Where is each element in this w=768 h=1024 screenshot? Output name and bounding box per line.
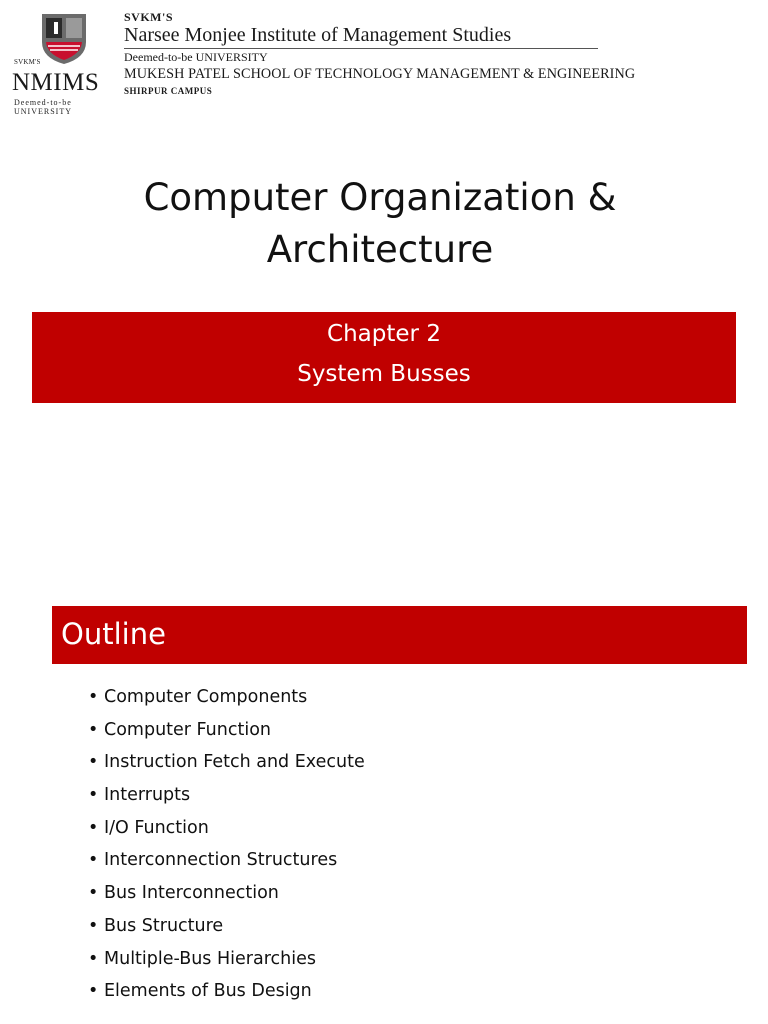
list-item — [88, 944, 365, 977]
list-item-label: Computer Components — [104, 687, 308, 707]
list-item — [88, 911, 365, 944]
bullet-icon: • — [88, 948, 99, 969]
institution-header — [0, 0, 768, 118]
list-item — [88, 747, 365, 780]
list-item — [88, 682, 365, 715]
list-item-label: Interconnection Structures — [104, 850, 338, 871]
list-item-label: Bus Structure — [104, 915, 224, 936]
nmims-emblem-icon — [38, 12, 90, 66]
outline-heading: Outline — [61, 617, 166, 651]
svkm-label: SVKM'S — [124, 10, 174, 24]
nmims-logo — [10, 10, 122, 116]
deemed-university-label: Deemed-to-be UNIVERSITY — [124, 50, 268, 64]
list-item — [88, 715, 365, 748]
list-item-label: Multiple-Bus Hierarchies — [104, 948, 316, 969]
chapter-banner — [32, 312, 736, 403]
institute-name: Narsee Monjee Institute of Management Studies — [124, 24, 512, 46]
list-item — [88, 976, 365, 1009]
institute-block — [124, 10, 511, 46]
bullet-icon: • — [88, 915, 99, 936]
chapter-number: Chapter 2 — [327, 321, 441, 347]
slide-title-line1: Computer Organization & — [143, 176, 617, 219]
list-item — [88, 813, 365, 846]
list-item — [88, 845, 365, 878]
campus-name: SHIRPUR CAMPUS — [124, 86, 213, 96]
list-item-label: I/O Function — [104, 817, 209, 838]
header-divider — [124, 48, 598, 49]
slide-title-line2: Architecture — [266, 228, 494, 271]
bullet-icon: • — [88, 850, 99, 871]
outline-banner — [52, 606, 747, 664]
bullet-icon: • — [88, 719, 99, 740]
outline-list — [88, 682, 365, 1009]
logo-university-label: Deemed-to-be UNIVERSITY — [14, 98, 72, 116]
bullet-icon: • — [88, 785, 99, 806]
list-item-label: Bus Interconnection — [104, 883, 279, 904]
bullet-icon: • — [88, 883, 99, 904]
list-item-label: Computer Function — [104, 719, 271, 740]
list-item-label: Elements of Bus Design — [104, 981, 312, 1002]
list-item-label: Instruction Fetch and Execute — [104, 752, 365, 773]
chapter-subtitle: System Busses — [297, 361, 471, 387]
bullet-icon: • — [88, 817, 99, 838]
bullet-icon: • — [88, 981, 99, 1002]
school-name: MUKESH PATEL SCHOOL OF TECHNOLOGY MANAGEMENT & ENGINEERING — [124, 66, 636, 82]
slide-title — [60, 172, 700, 276]
list-item-label: Interrupts — [104, 785, 191, 806]
list-item — [88, 878, 365, 911]
bullet-icon: • — [88, 687, 99, 707]
logo-wordmark: NMIMS — [12, 69, 100, 96]
list-item — [88, 780, 365, 813]
logo-svkm-label: SVKM'S — [14, 58, 41, 66]
bullet-icon: • — [88, 752, 99, 773]
